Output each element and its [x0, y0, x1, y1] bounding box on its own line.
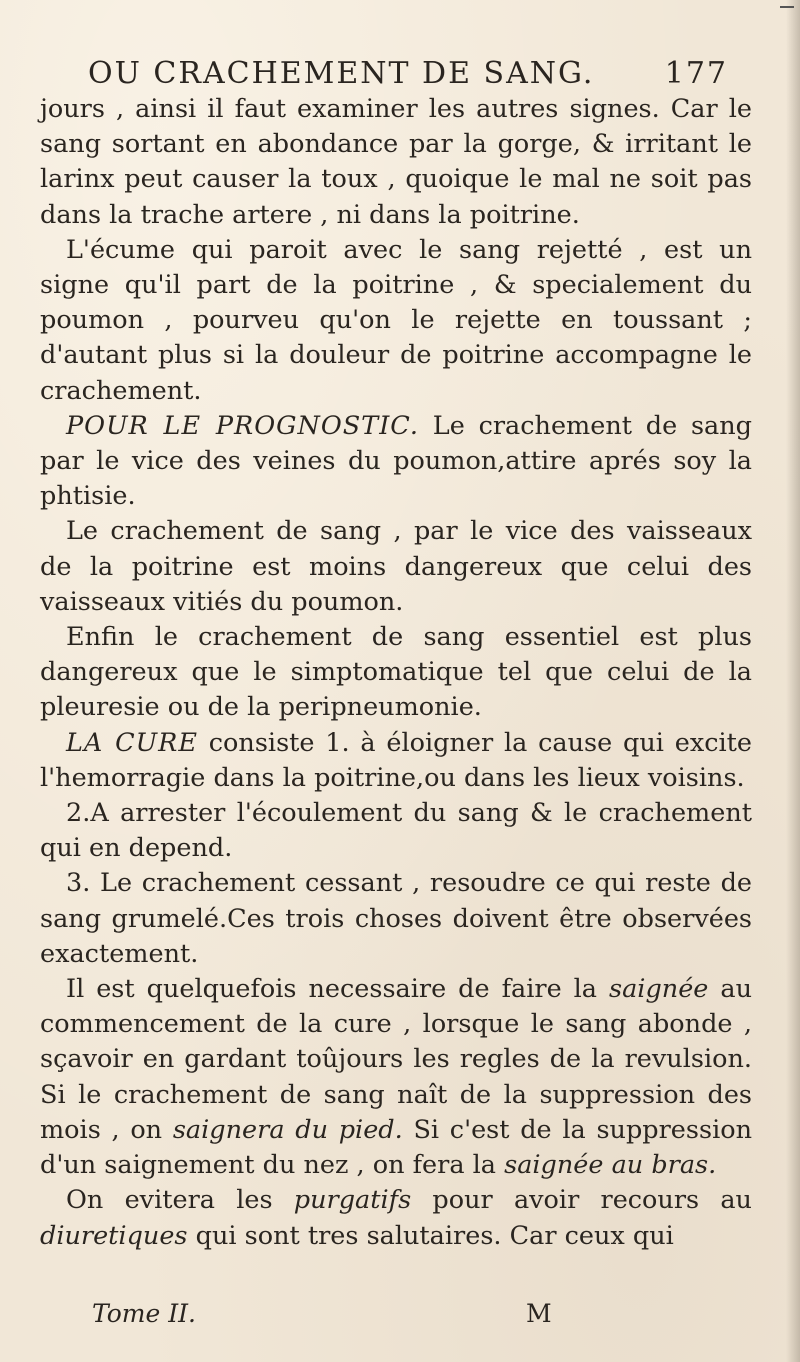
paragraph — [40, 409, 752, 515]
paragraph — [40, 620, 752, 726]
text-run: au commencement de la cure , lorsque le sang abonde , sçavoir en gardant toûjours les regles de la revulsion. Si le crachement de sang naît de la suppression des mois , on — [40, 974, 752, 1145]
running-head — [88, 52, 728, 96]
text-run: Il est quelquefois necessaire de faire la — [66, 974, 609, 1005]
tome-label: Tome II. — [92, 1299, 196, 1328]
running-title: OU CRACHEMENT DE SANG. — [88, 56, 595, 91]
page-footer — [40, 1296, 752, 1332]
paragraph — [40, 514, 752, 620]
text-run: pour avoir recours au — [411, 1185, 752, 1216]
text-run: 2.A arrester l'écoulement du sang & le crachement qui en depend. — [40, 798, 752, 864]
text-run: jours , ainsi il faut examiner les autres signes. Car le sang sortant en abondance par la gorge, & irritant le larinx peut causer la toux , quoique le mal ne soit pas dans la trache artere , ni dans la poitrine. — [40, 94, 752, 230]
italic-term: saignera du pied. — [172, 1114, 403, 1145]
text-run: Enfin le crachement de sang essentiel est plus dangereux que le simptomatique tel que celui de la pleuresie ou de la peripneumonie. — [40, 622, 752, 723]
paragraph — [40, 1183, 752, 1253]
paragraph — [40, 92, 752, 233]
paragraph — [40, 972, 752, 1183]
text-run: 3. Le crachement cessant , resoudre ce qui reste de sang grumelé.Ces trois choses doivent être observées exactement. — [40, 868, 752, 969]
text-run: Le crachement de sang , par le vice des vaisseaux de la poitrine est moins dangereux que celui des vaisseaux vitiés du poumon. — [40, 516, 752, 617]
section-heading: LA CURE — [66, 727, 198, 758]
page-number: 177 — [664, 56, 728, 91]
italic-term: saignée — [609, 974, 709, 1005]
text-run: L'écume qui paroit avec le sang rejetté , est un signe qu'il part de la poitrine , & specialement du poumon , pourveu qu'on le rejette en toussant ; d'autant plus si la douleur de poitrine accompagne le crachement. — [40, 234, 752, 406]
text-run: On evitera les — [66, 1185, 294, 1216]
signature-mark: M — [526, 1299, 552, 1328]
text-run: Le crachement de sang par le vice des veines du poumon,attire aprés soy la phtisie. — [40, 410, 753, 512]
corner-mark — [780, 6, 794, 8]
italic-term: purgatifs — [293, 1185, 412, 1216]
section-heading: POUR LE PROGNOSTIC. — [66, 410, 419, 441]
paragraph — [40, 233, 752, 409]
italic-term: diuretiques — [40, 1220, 188, 1251]
page-edge-shadow — [786, 0, 800, 1362]
text-run: Si c'est de la suppression d'un saignement du nez , on fera la — [40, 1114, 752, 1181]
paragraph — [40, 726, 752, 796]
paragraph — [40, 796, 752, 866]
text-run: qui sont tres salutaires. Car ceux qui — [187, 1220, 674, 1251]
text-run: consiste 1. à éloigner la cause qui excite l'hemorragie dans la poitrine,ou dans les lieux voisins. — [40, 727, 752, 793]
paragraph — [40, 866, 752, 972]
italic-term: saignée au bras. — [504, 1150, 717, 1181]
body-text — [40, 92, 752, 1254]
